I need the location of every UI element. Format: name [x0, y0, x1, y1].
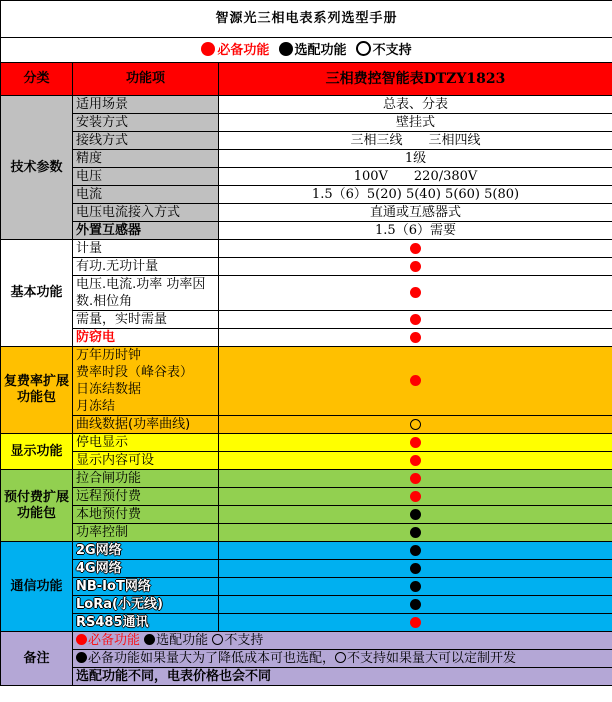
table-row	[1, 240, 612, 258]
table-row	[1, 222, 612, 240]
red-dot-icon	[410, 473, 421, 484]
notes-required: 必备功能	[88, 632, 141, 648]
open-circle-icon	[212, 634, 223, 645]
table-row	[1, 614, 612, 632]
black-dot-icon	[410, 599, 421, 610]
value-b: 三相四线	[428, 132, 481, 148]
table-row	[1, 311, 612, 329]
red-dot-icon	[201, 42, 215, 56]
table-row	[1, 258, 612, 276]
category-basic: 基本功能	[1, 240, 73, 347]
feature-line: 万年历时钟	[76, 348, 142, 363]
feature-label: 电流	[73, 186, 219, 204]
feature-label: 需量，实时需量	[73, 311, 219, 329]
open-circle-icon	[335, 652, 346, 663]
legend-required: 必备功能	[217, 43, 270, 58]
table-row	[1, 542, 612, 560]
table-row	[1, 150, 612, 168]
table-row	[1, 452, 612, 470]
red-dot-icon	[410, 261, 421, 272]
feature-line: 日冻结数据	[76, 382, 142, 397]
red-dot-icon	[410, 243, 421, 254]
feature-label: 拉合闸功能	[73, 470, 219, 488]
feature-label: 接线方式	[73, 132, 219, 150]
notes-unsupported: 不支持	[224, 632, 264, 648]
table-header	[1, 63, 612, 96]
category-display: 显示功能	[1, 434, 73, 470]
feature-label: RS485通讯	[73, 614, 219, 632]
feature-label: 远程预付费	[73, 488, 219, 506]
legend-optional: 选配功能	[294, 43, 347, 58]
notes-line-3: 选配功能不同，电表价格也会不同	[73, 668, 612, 686]
feature-label: 功率控制	[73, 524, 219, 542]
red-dot-icon	[76, 634, 87, 645]
red-dot-icon	[410, 287, 421, 298]
table-row	[1, 506, 612, 524]
open-circle-icon	[410, 419, 421, 430]
feature-label: 4G网络	[73, 560, 219, 578]
table-row	[1, 347, 612, 416]
feature-label: 电压	[73, 168, 219, 186]
feature-value: 1.5（6）需要	[219, 222, 612, 240]
red-dot-icon	[410, 332, 421, 343]
feature-value: 直通或互感器式	[219, 204, 612, 222]
notes-line-2	[73, 650, 612, 668]
header-category: 分类	[1, 63, 73, 96]
black-dot-icon	[144, 634, 155, 645]
table-row	[1, 560, 612, 578]
value-b: 220/380V	[413, 168, 478, 184]
feature-value: 壁挂式	[219, 114, 612, 132]
category-comm: 通信功能	[1, 542, 73, 632]
feature-label: 电压电流接入方式	[73, 204, 219, 222]
table-row	[1, 186, 612, 204]
feature-label: 本地预付费	[73, 506, 219, 524]
table-row	[1, 329, 612, 347]
feature-label: 适用场景	[73, 96, 219, 114]
feature-label: 2G网络	[73, 542, 219, 560]
feature-label: 有功.无功计量	[73, 258, 219, 276]
category-prepay: 预付费扩展功能包	[1, 470, 73, 542]
feature-label: 电压.电流.功率 功率因数.相位角	[73, 276, 219, 311]
feature-value: 总表、分表	[219, 96, 612, 114]
feature-value	[219, 132, 612, 150]
black-dot-icon	[76, 652, 87, 663]
category-multirate: 复费率扩展功能包	[1, 347, 73, 434]
table-row	[1, 416, 612, 434]
red-dot-icon	[410, 437, 421, 448]
notes-row	[1, 668, 612, 686]
black-dot-icon	[410, 509, 421, 520]
category-notes: 备注	[1, 632, 73, 686]
legend-unsupported: 不支持	[372, 43, 412, 58]
open-circle-icon	[356, 41, 371, 56]
table-row	[1, 168, 612, 186]
feature-label: 安装方式	[73, 114, 219, 132]
table-row	[1, 276, 612, 311]
notes-optional: 选配功能	[156, 632, 209, 648]
black-dot-icon	[279, 42, 293, 56]
feature-label: 显示内容可设	[73, 452, 219, 470]
feature-label: 防窃电	[73, 329, 219, 347]
legend-bar	[1, 38, 612, 63]
value-a: 三相三线	[350, 132, 403, 148]
black-dot-icon	[410, 563, 421, 574]
table-row	[1, 132, 612, 150]
notes-legend	[73, 632, 612, 650]
value-a: 100V	[353, 168, 388, 184]
feature-label: 精度	[73, 150, 219, 168]
red-dot-icon	[410, 491, 421, 502]
black-dot-icon	[410, 527, 421, 538]
feature-value: 1.5（6）5(20) 5(40) 5(60) 5(80)	[219, 186, 612, 204]
page-title: 智源光三相电表系列选型手册	[1, 1, 612, 38]
red-dot-icon	[410, 455, 421, 466]
red-dot-icon	[410, 314, 421, 325]
table-row	[1, 524, 612, 542]
category-tech: 技术参数	[1, 96, 73, 240]
table-row	[1, 596, 612, 614]
header-feature: 功能项	[73, 63, 219, 96]
header-model: 三相费控智能表DTZY1823	[219, 63, 612, 96]
feature-label: 曲线数据(功率曲线)	[73, 416, 219, 434]
feature-label: 停电显示	[73, 434, 219, 452]
feature-label: 计量	[73, 240, 219, 258]
feature-line: 月冻结	[76, 399, 116, 414]
table-row	[1, 204, 612, 222]
table-row	[1, 488, 612, 506]
table-row	[1, 434, 612, 452]
feature-label: LoRa(小无线)	[73, 596, 219, 614]
table-row	[1, 578, 612, 596]
red-dot-icon	[410, 617, 421, 628]
table-row	[1, 114, 612, 132]
notes-text-a: 必备功能如果量大为了降低成本可也选配，	[88, 650, 336, 666]
table-row	[1, 470, 612, 488]
black-dot-icon	[410, 545, 421, 556]
red-dot-icon	[410, 375, 421, 386]
notes-row	[1, 632, 612, 650]
feature-line: 费率时段（峰谷表）	[76, 365, 194, 380]
notes-text-b: 不支持如果量大可以定制开发	[347, 650, 517, 666]
black-dot-icon	[410, 581, 421, 592]
feature-block	[73, 347, 219, 416]
feature-label: NB-IoT网络	[73, 578, 219, 596]
table-row	[1, 96, 612, 114]
notes-row	[1, 650, 612, 668]
feature-value: 1级	[219, 150, 612, 168]
feature-value	[219, 168, 612, 186]
feature-label: 外置互感器	[73, 222, 219, 240]
